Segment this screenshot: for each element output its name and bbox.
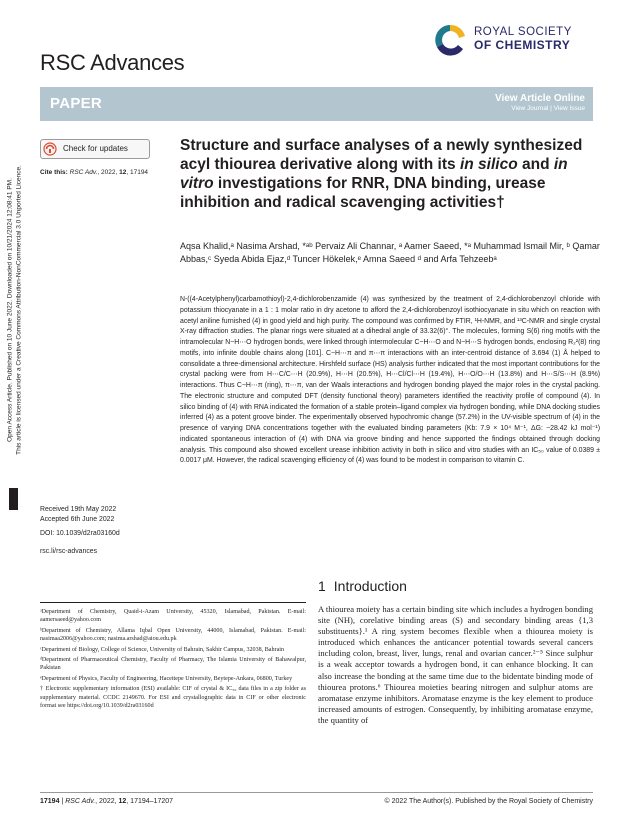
open-access-note [3, 95, 25, 525]
article-type: PAPER [50, 95, 103, 112]
affiliation-e: ᵉDepartment of Physics, Faculty of Engineering, Hacettepe University, Beytepe-Ankara, 06800, Turkey [40, 675, 293, 682]
abstract: N-((4-Acetylphenyl)carbamothioyl)-2,4-dichlorobenzamide (4) was synthesized by the treatment of 2,4-dichlorobenzoyl chloride with potassium thiocyanate in a 1 : 1 molar ratio in dry acetone to afford the 2,4-dichlorobenzoyl isothiocyanate in situ which on reaction with acetyl aniline furnished (4) in good yield and high purity. The compound was confirmed by FTIR, ¹H-NMR, and ¹³C-NMR and single crystal X-ray diffraction studies. The planar rings were situated at a dihedral angle of 33.32(6)°. The molecules, forming S(6) ring motifs with the intramolecular N−H⋯O hydrogen bonds, were linked through intermolecular C−H⋯O and N−H⋯S hydrogen bonds, enclosing R₂²(8) ring motifs, into infinite double chains along [101]. C−H⋯π and π⋯π interactions with an inter-centroid distance of 3.694 (1) Å helped to consolidate a three-dimensional architecture. Hirshfeld surface (HS) analysis further indicated that the most important contributions for the crystal packing were from H⋯C/C⋯H (20.9%), H⋯H (20.5%), H⋯Cl/Cl⋯H (19.4%), H⋯O/O⋯H (13.8%) and H⋯S/S⋯H (8.9%) interactions. Thus C−H⋯π (ring), π⋯π, van der Waals interactions and hydrogen bonding played the major roles in the crystal packing. The electronic structure and computed DFT (density functional theory) parameters identified the reactivity profile of compound (4). In silico binding of (4) with RNA indicated the formation of a stable protein–ligand complex via hydrogen bonding, while DNA docking studies inferred (4) as a potent groove binder. The experimentally observed hypochromic change (57.2%) in the UV-visible spectrum of (4) in the presence of varying DNA concentrations together with the evaluated binding parameters (Kb: 7.9 × 10⁴ M⁻¹, ΔG: −28.42 kJ mol⁻¹) indicated spontaneous interaction of (4) with DNA via groove binding and hence supported the findings obtained through docking analysis. This compound also showed excellent urease inhibition activity in both in silico and vitro studies with an IC₅₀ value of 0.0389 ± 0.0017 μM. However, the radical scavenging efficiency of (4) was found to be modest in comparison to vitamin C. [180, 296, 600, 465]
view-online-block [495, 93, 585, 112]
footer-pages: , 17194–17207 [126, 798, 174, 805]
affiliation-a: ᵃDepartment of Chemistry, Quaid-i-Azam University, 45320, Islamabad, Pakistan. E-mail: aamersaeed@yahoo.com [40, 609, 306, 624]
journal-name[interactable]: RSC Advances [40, 50, 185, 75]
article-title [180, 136, 600, 212]
cite-journal: RSC Adv. [69, 169, 98, 176]
footer-citation [40, 798, 173, 805]
publisher-logo [432, 22, 592, 58]
cite-volume: 12 [119, 169, 127, 176]
cite-label: Cite this: [40, 169, 68, 176]
affiliation-divider [40, 602, 306, 603]
cite-year: , 2022, [97, 169, 120, 176]
title-italic-1: in silico [459, 156, 518, 173]
publisher-name [474, 26, 572, 52]
introduction-text: A thiourea moiety has a certain binding site which includes a hydrogen bonding site (NH), corelative binding areas (S) and secondary binding areas {1,3 substituents}.¹ A ring system becomes flexible when a thiourea moiety is introduced which enhances the anticancer potential towards several cancers including colon, breast, liver, lungs, renal and ovarian cancer.²⁻⁵ Since sulphur is a weak acceptor towards a hydrogen bond, it can enhance blocking. It can also increase the bonding at the same time due to the bidentate binding mode of thiourea protons.⁶ Thiourea moieties bearing nitrogen and sulphur atoms are aromatase enzyme inhibitors. Aromatase enzyme is the key element to produce increased amounts of estrogen. Consequently, by inhibiting aromatase enzyme, the quantity of [318, 604, 593, 725]
open-access-line1[interactable]: Open Access Article. Published on 10 June 2022. Downloaded on 10/21/2024 12:08:41 PM. [6, 178, 14, 442]
check-for-updates-button[interactable] [40, 139, 150, 159]
received-date: Received 19th May 2022 [40, 506, 117, 513]
doi[interactable]: DOI: 10.1039/d2ra03160d [40, 530, 120, 537]
footer-copyright: © 2022 The Author(s). Published by the Royal Society of Chemistry [384, 798, 593, 805]
title-part-2: and [517, 156, 554, 173]
author-list: Aqsa Khalid,ᵃ Nasima Arshad, *ᵃᵇ Pervaiz Ali Channar, ᵃ Aamer Saeed, *ᵃ Muhammad Ismail Mir, ᵇ Qamar Abbas,ᶜ Syeda Abida Ejaz,ᵈ Tuncer Hökelek,ᵉ Amna Saeed ᵈ and Arfa Tehzeebᵃ [180, 241, 600, 264]
citation [40, 169, 148, 176]
rsc-logo-icon [432, 22, 468, 58]
affiliation-b: ᵇDepartment of Chemistry, Allama Iqbal Open University, 44000, Islamabad, Pakistan. E-mail: nasimaa2006@yahoo.com; nasima.arshad@aiou.edu.pk [40, 627, 306, 643]
affiliation-c: ᶜDepartment of Biology, College of Science, University of Bahrain, Sakhir Campus, 32038, Bahrain [40, 646, 285, 653]
view-article-online-link[interactable]: View Article Online [494, 93, 585, 104]
footer-divider [40, 792, 593, 793]
publisher-line2: OF CHEMISTRY [474, 38, 571, 52]
affiliations [40, 608, 306, 712]
title-part-1: Structure and surface analyses of a newly synthesized acyl thiourea derivative along with its [180, 137, 583, 173]
publisher-line1: ROYAL SOCIETY [474, 26, 572, 38]
article-dates [40, 505, 116, 524]
accepted-date: Accepted 6th June 2022 [40, 515, 115, 523]
esi-note[interactable]: † Electronic supplementary information (ESI) available: CIF of crystal & IC₅₀ data files in a zip folder as supplementary material. CCDC 2149670. For ESI and crystallographic data in CIF or other electronic format see https://doi.org/10.1039/d2ra03160d [40, 686, 306, 709]
footer-journal: RSC Adv. [65, 798, 96, 805]
check-updates-icon [43, 142, 57, 156]
footer-page: 17194 [40, 798, 60, 805]
section-title: Introduction [333, 578, 407, 594]
article-type-bar [40, 87, 593, 121]
affiliation-d: ᵈDepartment of Pharmaceutical Chemistry, Faculty of Pharmacy, The Islamia University of Bahawalpur, Pakistan [40, 657, 306, 672]
title-part-3: investigations for RNR, DNA binding, urease inhibition and radical scavenging activities† [180, 175, 546, 211]
check-for-updates-label: Check for updates [63, 144, 128, 153]
footer-year: , 2022, [95, 798, 119, 805]
footer-sep: | [59, 798, 66, 805]
title-italic-2: in vitro [180, 156, 568, 192]
section-heading-introduction [318, 578, 407, 594]
cc-license-icon[interactable] [9, 488, 18, 510]
journal-short-link[interactable]: rsc.li/rsc-advances [40, 548, 98, 555]
view-journal-issue-links[interactable]: View Journal | View Issue [511, 105, 585, 112]
licence-line[interactable]: This article is licensed under a Creative Commons Attribution-NonCommercial 3.0 Unported Licence. [15, 165, 23, 455]
cite-pages: , 17194 [126, 169, 149, 176]
section-number: 1 [318, 578, 326, 594]
footer-volume: 12 [118, 798, 127, 805]
